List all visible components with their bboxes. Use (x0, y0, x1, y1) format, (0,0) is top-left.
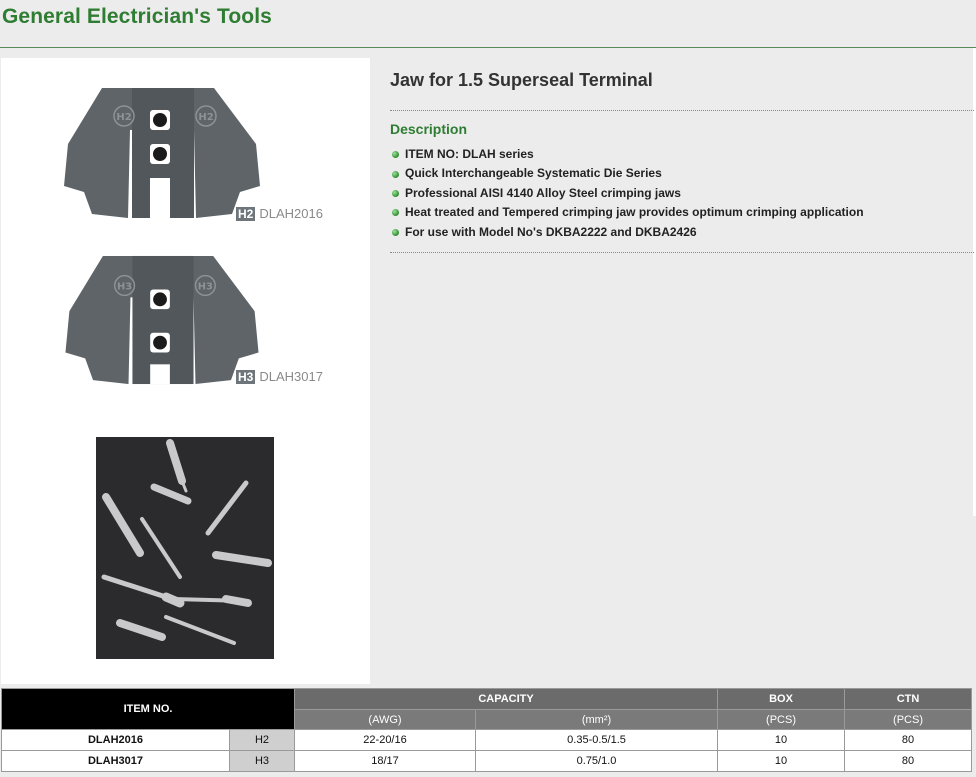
description-list (390, 145, 974, 242)
list-item: ITEM NO: DLAH series (390, 145, 974, 164)
list-item: Heat treated and Tempered crimping jaw provides optimum crimping application (390, 203, 974, 222)
jaw-label-h2 (236, 206, 323, 221)
jaw-code-badge: H2 (238, 206, 254, 221)
jaw-item-label: DLAH2016 (259, 206, 323, 221)
bullet-icon (392, 209, 399, 216)
jaw-item-label: DLAH3017 (259, 369, 323, 384)
bullet-icon (392, 229, 399, 236)
jaw-label-h3 (236, 369, 323, 384)
cell-ctn: 80 (845, 751, 972, 772)
jaw-code-badge: H3 (238, 369, 254, 384)
dotted-divider (390, 252, 974, 253)
title-divider (0, 47, 976, 48)
jaw-engraving-left: H3 (117, 281, 133, 293)
jaw-engraving-left: H2 (116, 112, 132, 123)
jaw-engraving-right: H2 (198, 112, 214, 123)
cell-box: 10 (718, 751, 845, 772)
header-ctn: CTN (845, 689, 972, 710)
header-capacity: CAPACITY (295, 689, 718, 710)
header-box-unit: (PCS) (718, 710, 845, 730)
product-info (390, 70, 974, 253)
list-item: Quick Interchangeable Systematic Die Series (390, 164, 974, 183)
cell-mm2: 0.35-0.5/1.5 (476, 730, 718, 751)
header-mm2: (mm²) (476, 710, 718, 730)
cell-mm2: 0.75/1.0 (476, 751, 718, 772)
cell-code: H2 (230, 730, 295, 751)
list-item: For use with Model No's DKBA2222 and DKBA2426 (390, 223, 974, 242)
list-item: Professional AISI 4140 Alloy Steel crimping jaws (390, 184, 974, 203)
crimp-jaw-h3-image (64, 254, 260, 386)
dotted-divider (390, 110, 974, 111)
page-title: General Electrician's Tools (2, 5, 272, 28)
cell-item-no: DLAH2016 (2, 730, 230, 751)
product-title: Jaw for 1.5 Superseal Terminal (390, 70, 653, 90)
specification-table (1, 688, 972, 772)
header-awg: (AWG) (295, 710, 476, 730)
bullet-icon (392, 151, 399, 158)
cell-awg: 18/17 (295, 751, 476, 772)
cell-ctn: 80 (845, 730, 972, 751)
crimp-jaw-h2-image (64, 86, 260, 220)
superseal-terminals-photo (96, 437, 274, 659)
description-heading: Description (390, 121, 468, 137)
cell-code: H3 (230, 751, 295, 772)
product-image-panel (1, 58, 370, 684)
table-row (2, 751, 972, 772)
header-item-no: ITEM NO. (2, 689, 295, 730)
cell-awg: 22-20/16 (295, 730, 476, 751)
cell-box: 10 (718, 730, 845, 751)
jaw-engraving-right: H3 (197, 281, 213, 293)
bullet-icon (392, 190, 399, 197)
header-ctn-unit: (PCS) (845, 710, 972, 730)
cell-item-no: DLAH3017 (2, 751, 230, 772)
header-box: BOX (718, 689, 845, 710)
table-row (2, 730, 972, 751)
bullet-icon (392, 171, 399, 178)
